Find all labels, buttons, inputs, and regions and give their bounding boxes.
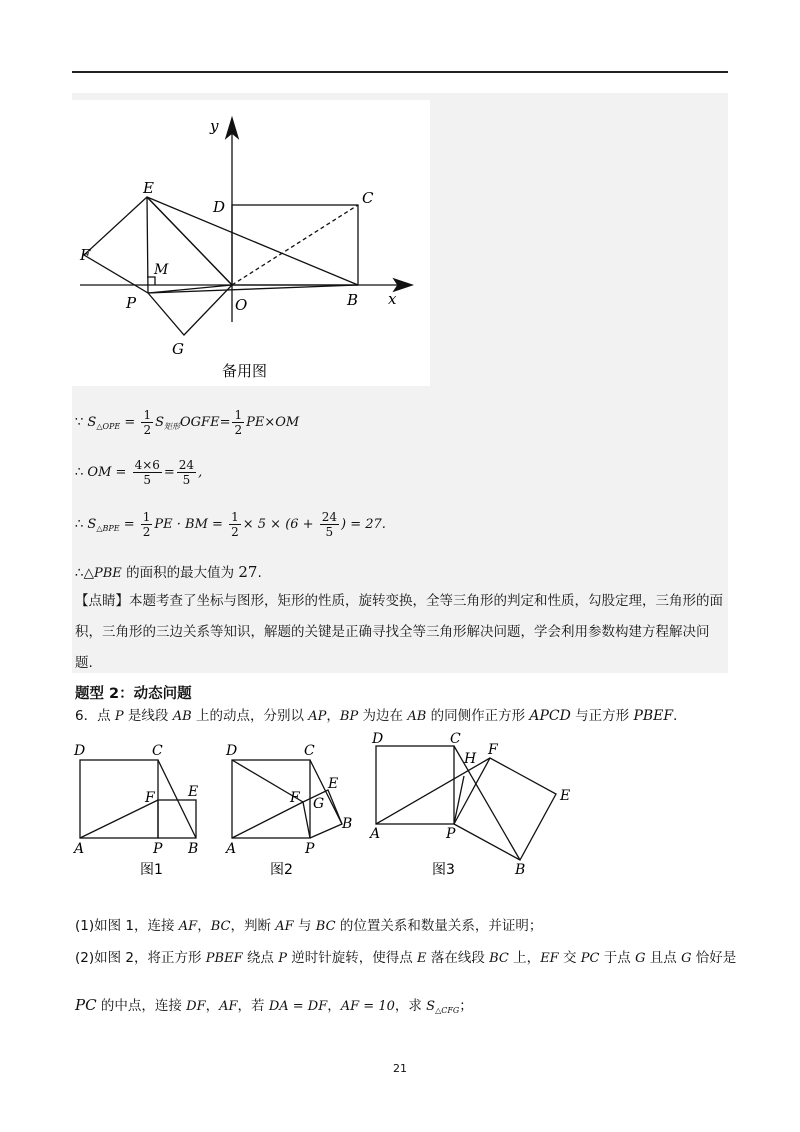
fig1-label-f: F <box>145 790 155 806</box>
fig2-label-f: F <box>290 790 300 806</box>
fig3-label-c: C <box>450 731 461 747</box>
fig3-label-a: A <box>370 826 381 842</box>
figure-caption: 备用图 <box>222 362 268 380</box>
fraction: $\frac{1}{2}$ <box>231 510 239 539</box>
fig1-label-d: D <box>74 743 86 759</box>
diagonal-oc <box>232 205 358 285</box>
fig3-label-b: B <box>515 862 526 878</box>
fig2-label-e: E <box>328 776 339 792</box>
fraction: $\frac{1}{2}$ <box>142 510 151 539</box>
fig1-label-e: E <box>188 784 199 800</box>
fig2-label-b: B <box>342 816 353 832</box>
fig2-label-p: P <box>305 841 315 857</box>
solution-comment: 【点睛】本题考查了坐标与图形，矩形的性质，旋转变换，全等三角形的判定和性质，勾股定理，三角形的面积，三角形的三边关系等知识，解题的关键是正确寻找全等三角形解决问题，学会利用参数构建方程解决问题. <box>75 593 723 671</box>
page-number: 21 <box>393 1062 407 1075</box>
label-d: D <box>213 198 226 216</box>
fig2-caption: 图2 <box>270 862 293 878</box>
segment-pb <box>148 285 358 293</box>
fraction: $\frac{24}{5}$ <box>321 510 337 539</box>
solution-line-4: ∴△PBE 的面积的最大值为 27. <box>75 563 262 581</box>
fig3-caption: 图3 <box>432 862 455 878</box>
fig1-caption: 图1 <box>140 862 163 878</box>
fig2-segment-af <box>232 802 303 838</box>
fig1-label-a: A <box>74 841 85 857</box>
fig2-label-a: A <box>226 841 237 857</box>
fig2-label-g: G <box>313 796 325 812</box>
fig3-label-e: E <box>560 788 571 804</box>
label-y: y <box>210 117 219 135</box>
question-part-1: (1)如图 1，连接 AF，BC，判断 AF 与 BC 的位置关系和数量关系，并证明； <box>75 918 543 934</box>
fig1-square-pbef <box>158 800 196 838</box>
fraction: $\frac{4\times 6}{5}$ <box>134 458 160 487</box>
figure-backup-diagram <box>72 100 430 386</box>
question-intro: 6．点 P 是线段 AB 上的动点，分别以 AP，BP 为边在 AB 的同侧作正方形 APCD 与正方形 PBEF． <box>75 708 687 724</box>
fig1-label-c: C <box>152 743 163 759</box>
label-e: E <box>143 179 154 197</box>
label-f: F <box>80 246 91 264</box>
question-part-2: (2)如图 2，将正方形 PBEF 绕点 P 逆时针旋转，使得点 E 落在线段 BC 上，EF 交 PC 于点 G 且点 G 恰好是 <box>75 950 737 966</box>
label-p: P <box>126 294 137 312</box>
question-part-2-continued: PC 的中点，连接 DF，AF，若 DA = DF，AF = 10，求 $S_{\triangle CFG}$； <box>75 996 473 1015</box>
question-figures <box>70 728 590 878</box>
fig3-label-d: D <box>372 731 384 747</box>
fig2-label-d: D <box>226 743 238 759</box>
fig2-label-c: C <box>304 743 315 759</box>
header-rule <box>72 71 728 73</box>
section-heading: 题型 2：动态问题 <box>75 686 192 702</box>
solution-line-2: ∴ OM = $\frac{4\times 6}{5}$ = $\frac{24}{5}$ , <box>75 458 203 487</box>
solution-line-1: ∵ $S_{\triangle OPE}$ = $\frac{1}{2}$ $S_{矩形}OGFE=$ $\frac{1}{2}$ PE×OM <box>75 408 300 437</box>
fig3-segment-ph <box>454 776 464 824</box>
fig3-label-p: P <box>446 826 456 842</box>
label-b: B <box>347 291 359 309</box>
solution-line-3: ∴ $S_{\triangle BPE}$ = $\frac{1}{2}$ PE · BM = $\frac{1}{2}$ × 5 × (6 + $\frac{24}{5}$ ) = 27. <box>75 510 386 539</box>
fraction: $\frac{1}{2}$ <box>234 408 243 437</box>
segment-ep <box>147 197 148 293</box>
label-g: G <box>172 340 184 358</box>
label-x: x <box>388 290 397 308</box>
fig1-label-p: P <box>153 841 163 857</box>
fraction: $\frac{24}{5}$ <box>178 458 195 487</box>
fraction: $\frac{1}{2}$ <box>143 408 152 437</box>
label-c: C <box>362 189 374 207</box>
label-o: O <box>235 296 248 314</box>
fig3-label-h: H <box>464 751 477 767</box>
fig2-segment-cb <box>310 760 342 824</box>
fig3-segment-af <box>376 758 490 824</box>
fig3-label-f: F <box>488 742 498 758</box>
label-m: M <box>154 262 169 278</box>
fig1-label-b: B <box>188 841 199 857</box>
